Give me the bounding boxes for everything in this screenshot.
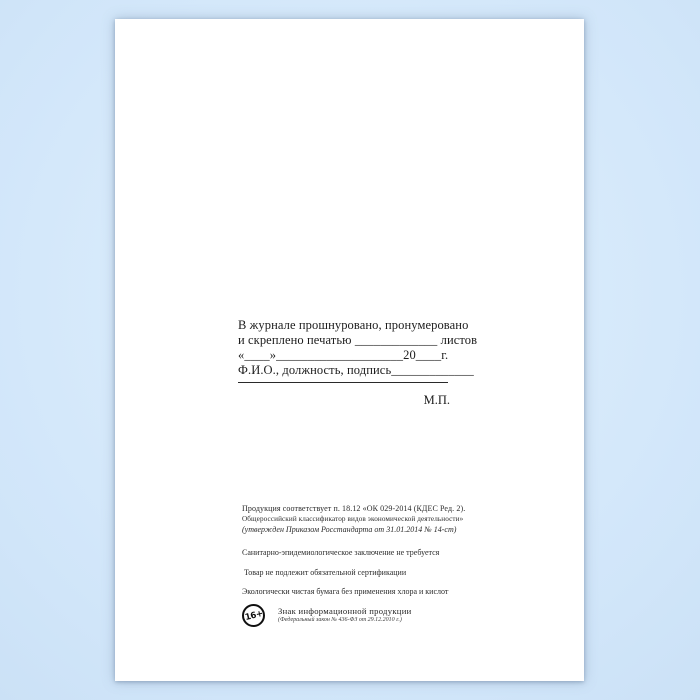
compliance-info-block (242, 504, 472, 627)
seal-place-label: М.П. (423, 392, 450, 407)
ecology-statement: Экологически чистая бумага без применения хлора и кислот (242, 587, 449, 596)
date-fill-line: «____»____________________20____г. (238, 347, 449, 362)
signature-rule (238, 382, 448, 383)
age-mark-label: Знак информационной продукции (278, 606, 412, 616)
product-compliance-line-3: (утвержден Приказом Росстандарта от 31.01.2014 № 14-ст) (242, 525, 457, 534)
age-mark-row (242, 604, 472, 627)
age-rating-16-text: 16+ (243, 608, 264, 623)
certification-statement: Товар не подлежит обязательной сертификации (244, 568, 407, 577)
lacing-statement-line-1: В журнале прошнуровано, пронумеровано (238, 318, 469, 332)
age-mark-caption (278, 604, 412, 624)
age-rating-16-icon (242, 604, 265, 627)
name-position-signature-line: Ф.И.О., должность, подпись_____________ (238, 362, 474, 377)
journal-back-page (115, 19, 584, 681)
sanitary-statement: Санитарно-эпидемиологическое заключение не требуется (242, 548, 440, 557)
lacing-seal-form-block (238, 318, 478, 408)
product-compliance-line-1: Продукция соответствует п. 18.12 «ОК 029-2014 (КДЕС Ред. 2). (242, 504, 466, 513)
age-mark-law-reference: (Федеральный закон № 436-ФЗ от 29.12.2010 г.) (278, 617, 402, 623)
lacing-statement-line-2: и скреплено печатью _____________ листов (238, 332, 478, 347)
product-compliance-line-2: Общероссийский классификатор видов экономической деятельности» (242, 515, 464, 523)
